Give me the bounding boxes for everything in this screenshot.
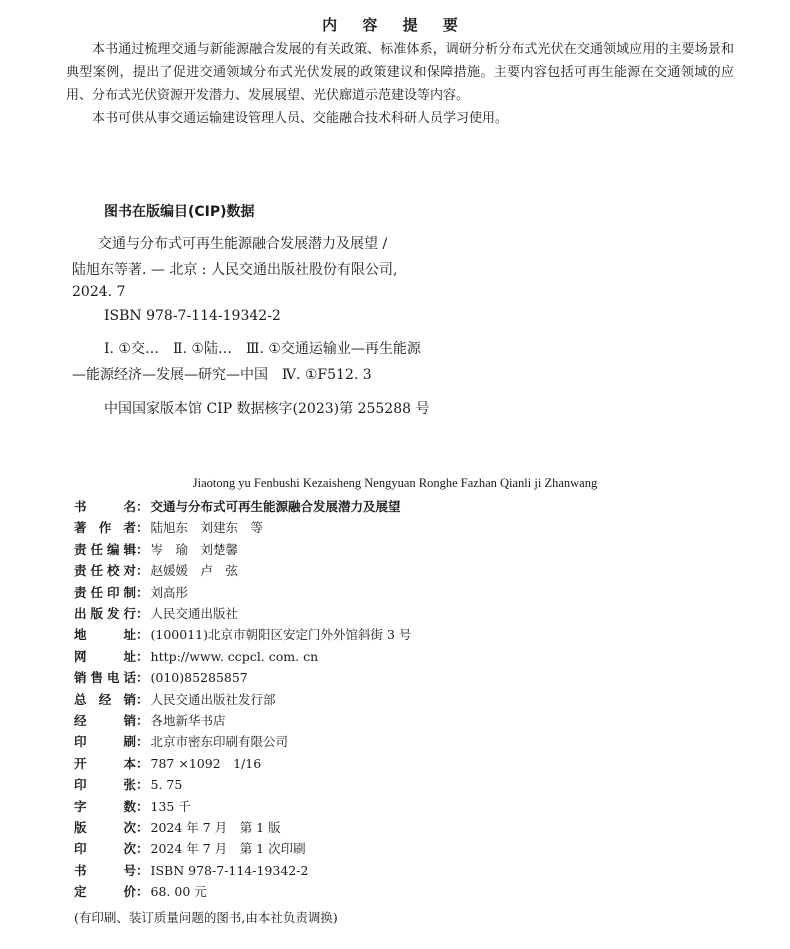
imprint-label: 书名 [74, 499, 136, 514]
cip-line: —能源经济—发展—研究—中国 Ⅳ. ①F512. 3 [72, 367, 372, 383]
cip-line: 交通与分布式可再生能源融合发展潜力及展望 / [98, 236, 388, 252]
imprint-label: 印张 [74, 777, 136, 793]
imprint-colon: ： [136, 563, 149, 579]
pinyin-title: Jiaotong yu Fenbushi Kezaisheng Nengyuan Ronghe Fazhan Qianli ji Zhanwang [192, 476, 598, 490]
imprint-label: 字数 [74, 798, 136, 814]
imprint-value: http://www. ccpcl. com. cn [150, 648, 319, 664]
imprint-row [74, 775, 182, 795]
imprint-colon: ： [136, 755, 149, 771]
imprint-colon: ： [136, 606, 149, 621]
imprint-label: 责任校对 [74, 563, 136, 579]
imprint-row [74, 668, 248, 688]
imprint-colon: ： [136, 734, 149, 750]
imprint-colon: ： [136, 820, 149, 835]
imprint-colon: ： [136, 648, 149, 664]
imprint-colon: ： [136, 862, 149, 878]
imprint-colon: ： [136, 884, 149, 900]
imprint-colon: ： [136, 627, 149, 643]
cip-heading: 图书在版编目(CIP)数据 [104, 204, 255, 220]
imprint-label: 版次 [74, 820, 136, 835]
imprint-row [74, 732, 288, 752]
imprint-label: 定价 [74, 884, 136, 900]
imprint-row [74, 839, 306, 859]
summary-body [66, 38, 734, 130]
imprint-value: 岑 瑜 刘楚馨 [150, 541, 239, 557]
summary-paragraph: 本书通过梳理交通与新能源融合发展的有关政策、标准体系，调研分析分布式光伏在交通领域应用的主要场景和典型案例，提出了促进交通领域分布式光伏发展的政策建议和保障措施。主要内容包括可再生能源在交通领域的应用、分布式光伏资源开发潜力、发展展望、光伏廊道示范建设等内容。 [66, 42, 734, 103]
imprint-label: 责任编辑 [74, 541, 136, 557]
summary-paragraph: 本书可供从事交通运输建设管理人员、交能融合技术科研人员学习使用。 [92, 111, 509, 126]
imprint-colon: ： [136, 541, 149, 557]
imprint-colon: ： [136, 691, 149, 707]
imprint-value: 人民交通出版社发行部 [150, 691, 276, 707]
imprint-value: 5. 75 [150, 777, 183, 793]
imprint-label: 开本 [74, 755, 136, 771]
imprint-row [74, 604, 238, 624]
imprint-row [74, 561, 238, 581]
imprint-row [74, 754, 261, 774]
imprint-value: 各地新华书店 [150, 713, 226, 728]
cip-line: 陆旭东等著. — 北京 : 人民交通出版社股份有限公司, [72, 262, 398, 278]
imprint-value: 刘高彤 [150, 584, 189, 600]
imprint-value: 交通与分布式可再生能源融合发展潜力及展望 [150, 499, 401, 514]
imprint-colon: ： [136, 841, 149, 857]
imprint-colon: ： [136, 499, 149, 514]
cip-line: Ⅰ. ①交… Ⅱ. ①陆… Ⅲ. ①交通运输业—再生能源 [104, 341, 421, 357]
quality-notice: (有印刷、装订质量问题的图书,由本社负责调换) [74, 910, 338, 925]
imprint-value: 135 千 [150, 798, 191, 814]
imprint-colon: ： [136, 798, 149, 814]
imprint-value: 人民交通出版社 [150, 606, 239, 621]
imprint-label: 经销 [74, 713, 136, 728]
imprint-row [74, 583, 188, 603]
imprint-colon: ： [136, 713, 149, 728]
imprint-label: 总经销 [74, 691, 136, 707]
imprint-label: 出版发行 [74, 606, 136, 621]
imprint-label: 著作者 [74, 520, 136, 536]
imprint-label: 印次 [74, 841, 136, 857]
imprint-label: 地址 [74, 627, 136, 643]
imprint-row [74, 518, 263, 538]
imprint-label: 网址 [74, 648, 136, 664]
imprint-row [74, 818, 281, 838]
imprint-row [74, 711, 226, 731]
imprint-value: (010)85285857 [150, 670, 248, 686]
imprint-row [74, 647, 318, 667]
imprint-row [74, 497, 401, 517]
imprint-value: (100011)北京市朝阳区安定门外外馆斜街 3 号 [150, 627, 412, 643]
imprint-colon: ： [136, 520, 149, 536]
cip-isbn: ISBN 978-7-114-19342-2 [104, 308, 281, 324]
imprint-colon: ： [136, 670, 149, 686]
imprint-value: 北京市密东印刷有限公司 [150, 734, 289, 750]
imprint-value: 68. 00 元 [150, 884, 207, 900]
imprint-row [74, 861, 308, 881]
cip-record-number: 中国国家版本馆 CIP 数据核字(2023)第 255288 号 [104, 401, 430, 417]
imprint-value: 787 ×1092 1/16 [150, 755, 262, 771]
cip-line: 2024. 7 [72, 284, 126, 300]
imprint-row [74, 625, 411, 645]
imprint-row [74, 690, 276, 710]
imprint-value: 2024 年 7 月 第 1 版 [150, 820, 281, 835]
imprint-row [74, 540, 238, 560]
imprint-colon: ： [136, 777, 149, 793]
imprint-value: 陆旭东 刘建东 等 [150, 520, 264, 536]
imprint-row [74, 797, 191, 817]
imprint-value: 2024 年 7 月 第 1 次印刷 [150, 841, 306, 857]
imprint-label: 责任印制 [74, 584, 136, 600]
summary-title: 内 容 提 要 [322, 16, 468, 34]
imprint-value: 赵媛媛 卢 弦 [150, 563, 239, 579]
imprint-value: ISBN 978-7-114-19342-2 [150, 862, 309, 878]
imprint-label: 销售电话 [74, 670, 136, 686]
imprint-label: 书号 [74, 862, 136, 878]
imprint-label: 印刷 [74, 734, 136, 750]
imprint-row [74, 882, 207, 902]
imprint-colon: ： [136, 584, 149, 600]
